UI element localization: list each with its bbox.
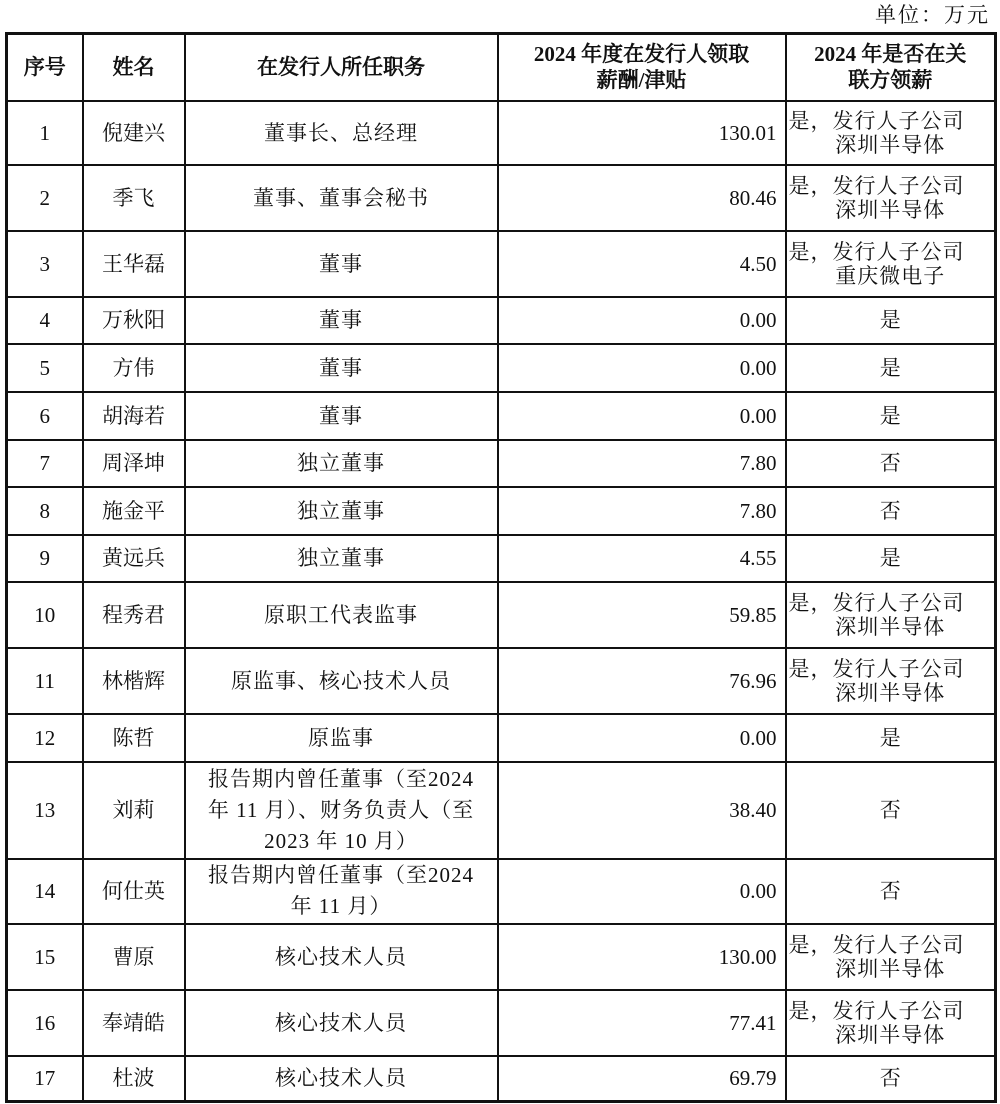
cell-salary: 76.96 (498, 648, 786, 714)
cell-name: 施金平 (83, 487, 185, 535)
table-row (7, 344, 996, 392)
header-related-line1: 2024 年是否在关 (814, 42, 967, 67)
cell-seq: 5 (7, 344, 83, 392)
cell-related (786, 582, 996, 648)
cell-related: 否 (786, 487, 996, 535)
cell-seq: 11 (7, 648, 83, 714)
cell-seq: 9 (7, 535, 83, 582)
cell-related: 是 (786, 714, 996, 762)
cell-related (786, 990, 996, 1056)
cell-salary: 7.80 (498, 487, 786, 535)
table-row (7, 714, 996, 762)
header-salary (498, 34, 786, 101)
table-row (7, 231, 996, 297)
cell-salary: 4.55 (498, 535, 786, 582)
cell-position: 董事 (185, 344, 498, 392)
related-line2: 深圳半导体 (835, 197, 946, 222)
table-row (7, 297, 996, 344)
cell-salary: 80.46 (498, 165, 786, 231)
cell-salary: 69.79 (498, 1056, 786, 1102)
cell-position: 董事长、总经理 (185, 101, 498, 165)
header-name: 姓名 (83, 34, 185, 101)
table-row (7, 392, 996, 440)
table-row (7, 101, 996, 165)
table-header-row (7, 34, 996, 101)
cell-name: 周泽坤 (83, 440, 185, 487)
cell-position: 董事 (185, 231, 498, 297)
compensation-table (5, 32, 997, 1103)
cell-seq: 12 (7, 714, 83, 762)
cell-name: 胡海若 (83, 392, 185, 440)
cell-name: 何仕英 (83, 859, 185, 924)
related-line2: 重庆微电子 (835, 263, 946, 288)
header-related (786, 34, 996, 101)
cell-seq: 13 (7, 762, 83, 859)
cell-position: 核心技术人员 (185, 924, 498, 990)
cell-name: 程秀君 (83, 582, 185, 648)
cell-seq: 2 (7, 165, 83, 231)
cell-position: 原职工代表监事 (185, 582, 498, 648)
cell-name: 方伟 (83, 344, 185, 392)
cell-related (786, 924, 996, 990)
related-line2: 深圳半导体 (835, 614, 946, 639)
cell-related: 是 (786, 344, 996, 392)
cell-related (786, 231, 996, 297)
related-line2: 深圳半导体 (835, 956, 946, 981)
header-seq: 序号 (7, 34, 83, 101)
cell-name: 黄远兵 (83, 535, 185, 582)
cell-position: 董事 (185, 297, 498, 344)
cell-name: 陈哲 (83, 714, 185, 762)
cell-name: 杜波 (83, 1056, 185, 1102)
cell-seq: 1 (7, 101, 83, 165)
table-row (7, 924, 996, 990)
cell-position: 原监事 (185, 714, 498, 762)
cell-position: 核心技术人员 (185, 990, 498, 1056)
table-row (7, 535, 996, 582)
table-row (7, 165, 996, 231)
cell-related: 否 (786, 762, 996, 859)
table-row (7, 859, 996, 924)
cell-salary: 38.40 (498, 762, 786, 859)
cell-position: 独立董事 (185, 487, 498, 535)
cell-related: 是 (786, 535, 996, 582)
cell-salary: 0.00 (498, 297, 786, 344)
cell-related (786, 165, 996, 231)
cell-position: 独立董事 (185, 535, 498, 582)
cell-salary: 130.01 (498, 101, 786, 165)
cell-position: 报告期内曾任董事（至2024 年 11 月）、财务负责人（至 2023 年 10 月） (185, 762, 498, 859)
cell-position: 核心技术人员 (185, 1056, 498, 1102)
cell-seq: 15 (7, 924, 83, 990)
cell-salary: 0.00 (498, 714, 786, 762)
cell-salary: 130.00 (498, 924, 786, 990)
cell-related (786, 648, 996, 714)
related-line1: 是，发行人子公司 (788, 173, 965, 198)
cell-seq: 3 (7, 231, 83, 297)
cell-name: 曹原 (83, 924, 185, 990)
cell-related: 否 (786, 859, 996, 924)
cell-salary: 0.00 (498, 344, 786, 392)
cell-related: 是 (786, 297, 996, 344)
cell-salary: 0.00 (498, 859, 786, 924)
cell-position: 独立董事 (185, 440, 498, 487)
cell-salary: 77.41 (498, 990, 786, 1056)
table-row (7, 582, 996, 648)
cell-seq: 17 (7, 1056, 83, 1102)
cell-name: 奉靖皓 (83, 990, 185, 1056)
header-salary-line2: 薪酬/津贴 (596, 68, 687, 93)
header-related-line2: 联方领薪 (848, 68, 933, 93)
cell-position: 董事 (185, 392, 498, 440)
cell-name: 倪建兴 (83, 101, 185, 165)
cell-position: 董事、董事会秘书 (185, 165, 498, 231)
related-line2: 深圳半导体 (835, 132, 946, 157)
related-line2: 深圳半导体 (835, 680, 946, 705)
cell-name: 刘莉 (83, 762, 185, 859)
cell-seq: 14 (7, 859, 83, 924)
cell-position: 报告期内曾任董事（至2024 年 11 月） (185, 859, 498, 924)
related-line1: 是，发行人子公司 (788, 998, 965, 1023)
header-salary-line1: 2024 年度在发行人领取 (533, 42, 750, 67)
cell-related (786, 101, 996, 165)
cell-name: 季飞 (83, 165, 185, 231)
cell-seq: 4 (7, 297, 83, 344)
cell-salary: 4.50 (498, 231, 786, 297)
related-line1: 是，发行人子公司 (788, 239, 965, 264)
cell-seq: 6 (7, 392, 83, 440)
table-row (7, 440, 996, 487)
cell-seq: 10 (7, 582, 83, 648)
cell-position: 原监事、核心技术人员 (185, 648, 498, 714)
related-line1: 是，发行人子公司 (788, 932, 965, 957)
cell-related: 否 (786, 1056, 996, 1102)
related-line1: 是，发行人子公司 (788, 656, 965, 681)
cell-salary: 7.80 (498, 440, 786, 487)
table-row (7, 648, 996, 714)
related-line2: 深圳半导体 (835, 1022, 946, 1047)
cell-seq: 8 (7, 487, 83, 535)
cell-salary: 0.00 (498, 392, 786, 440)
cell-name: 万秋阳 (83, 297, 185, 344)
related-line1: 是，发行人子公司 (788, 108, 965, 133)
unit-label: 单位：万元 (875, 3, 990, 27)
table-row (7, 1056, 996, 1102)
cell-name: 林楷辉 (83, 648, 185, 714)
header-position: 在发行人所任职务 (185, 34, 498, 101)
table-row (7, 487, 996, 535)
cell-salary: 59.85 (498, 582, 786, 648)
cell-name: 王华磊 (83, 231, 185, 297)
table-row (7, 990, 996, 1056)
table-row (7, 762, 996, 859)
cell-related: 否 (786, 440, 996, 487)
cell-related: 是 (786, 392, 996, 440)
related-line1: 是，发行人子公司 (788, 590, 965, 615)
cell-seq: 7 (7, 440, 83, 487)
cell-seq: 16 (7, 990, 83, 1056)
